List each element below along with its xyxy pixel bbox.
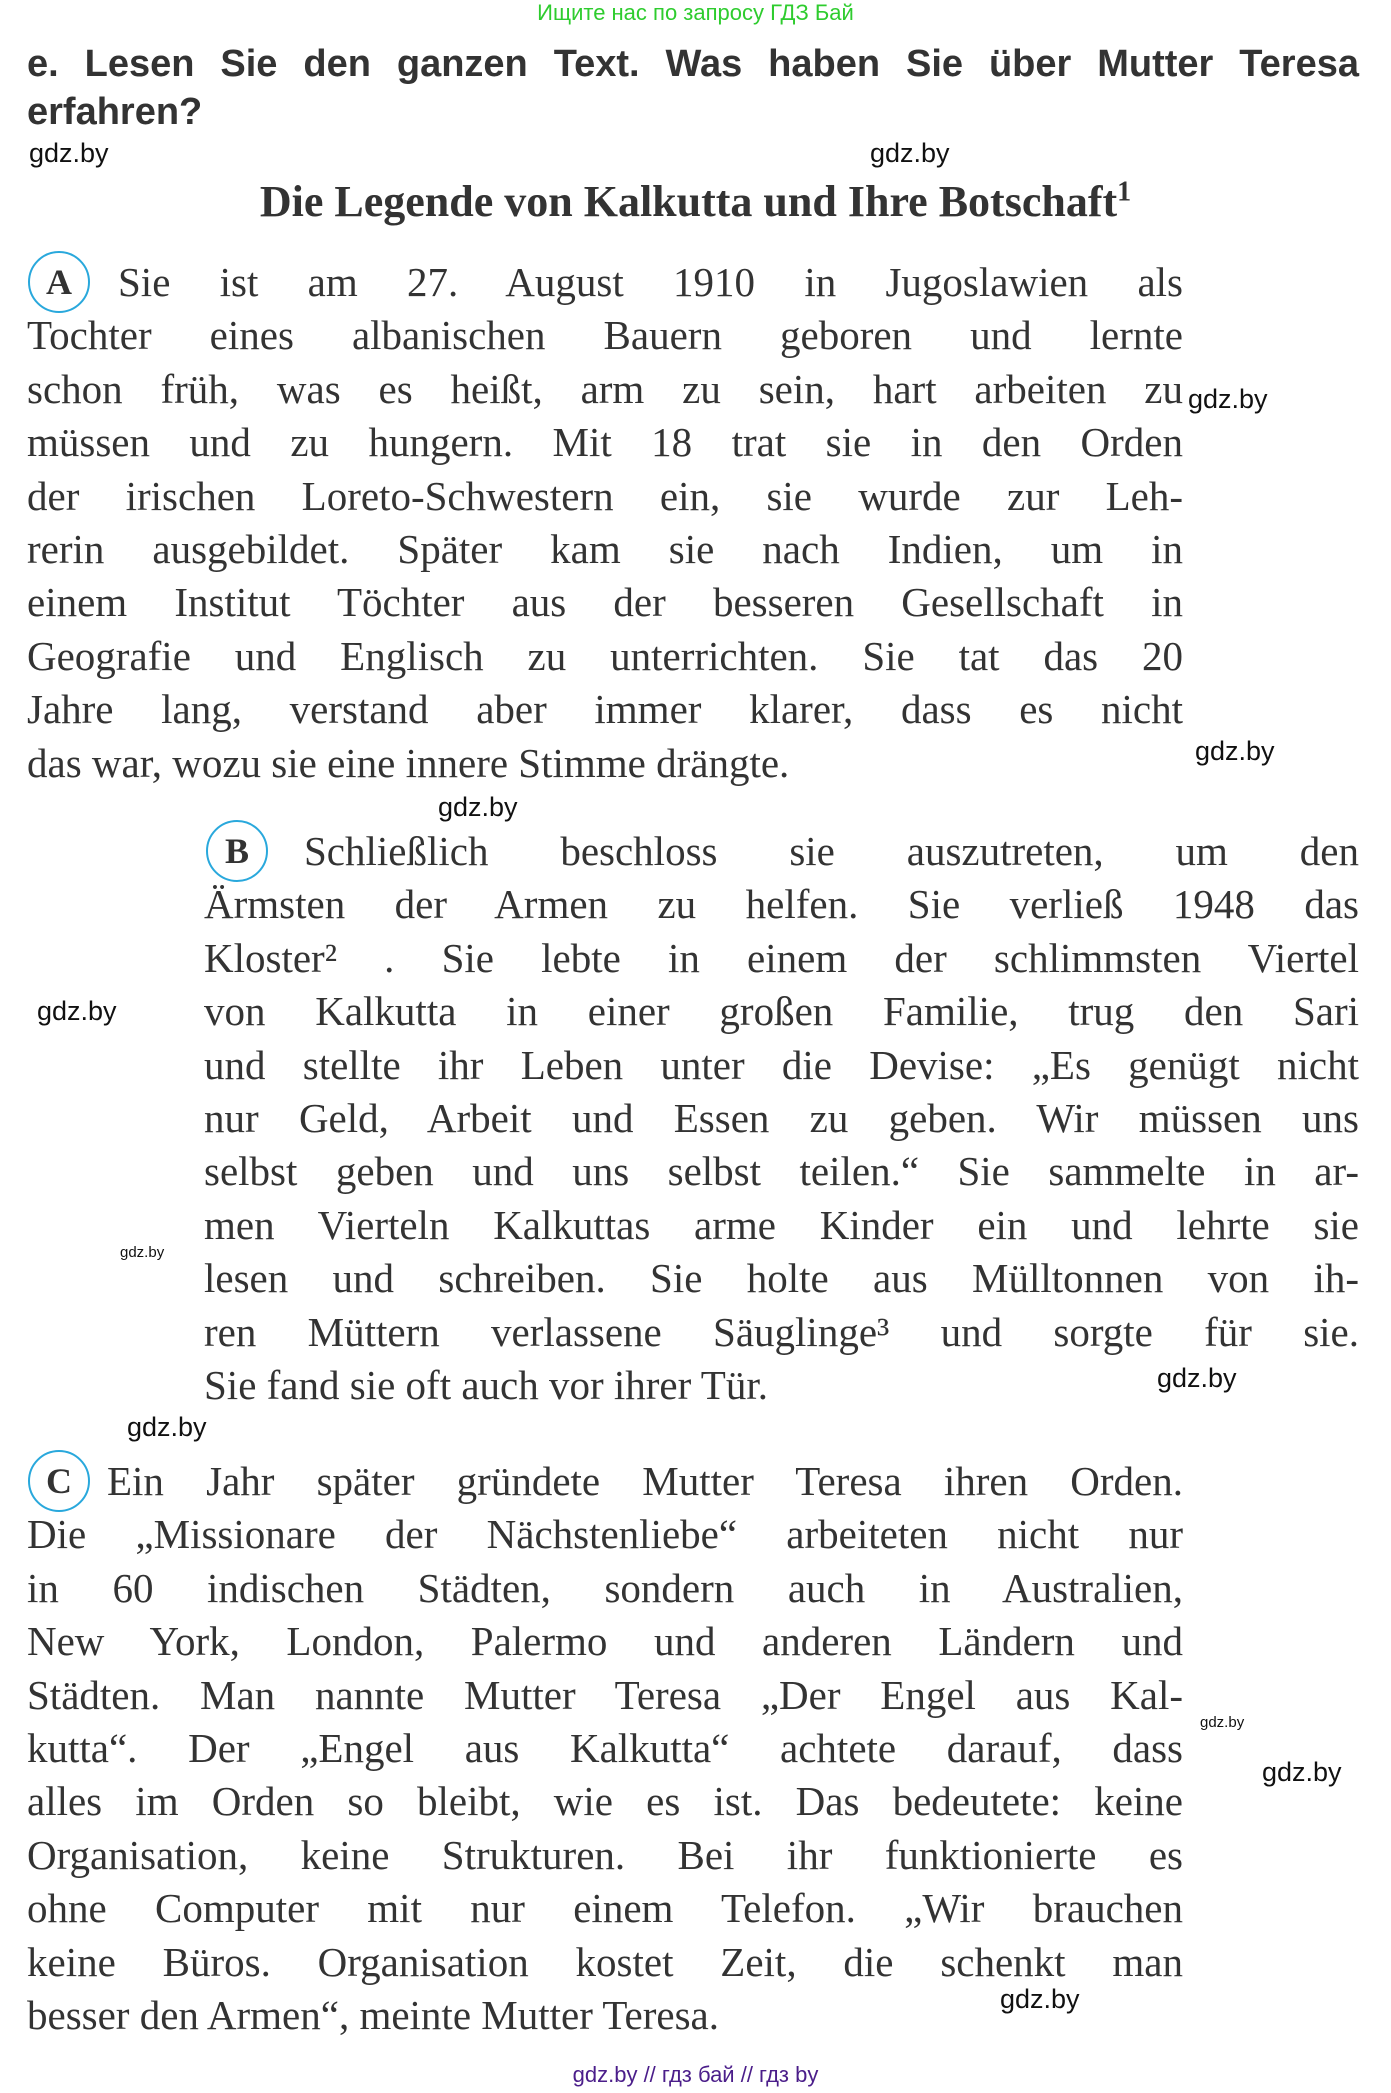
footer-links: gdz.by // гдз бай // гдз by	[572, 2062, 819, 2087]
paragraph-c-line: besser den Armen“, meinte Mutter Teresa.	[27, 1992, 719, 2038]
paragraph-c-line: kutta“. Der „Engel aus Kalkutta“ achtete darauf, dass	[27, 1725, 1183, 1771]
paragraph-a-line: der irischen Loreto-Schwestern ein, sie wurde zur Leh-	[27, 472, 1183, 519]
paragraph-c-line: in 60 indischen Städten, sondern auch in Australien,	[27, 1564, 1183, 1611]
paragraph-a-line: Jahre lang, verstand aber immer klarer, dass es nicht	[27, 686, 1183, 733]
watermark: gdz.by	[870, 138, 950, 168]
watermark: gdz.by	[37, 996, 117, 1026]
paragraph-a-line: rerin ausgebildet. Später kam sie nach Indien, um in	[27, 526, 1183, 572]
watermark: gdz.by	[438, 792, 518, 822]
paragraph-c-line: Ein Jahr später gründete Mutter Teresa ihren Orden.	[107, 1458, 1183, 1504]
paragraph-b-line: nur Geld, Arbeit und Essen zu geben. Wir müssen uns	[204, 1095, 1359, 1141]
paragraph-a-line: müssen und zu hungern. Mit 18 trat sie in den Orden	[27, 419, 1183, 466]
paragraph-a-line: schon früh, was es heißt, arm zu sein, hart arbeiten zu	[27, 365, 1183, 412]
paragraph-c-line: alles im Orden so bleibt, wie es ist. Das bedeutete: keine	[27, 1778, 1183, 1825]
paragraph-a-line: Geografie und Englisch zu unterrichten. Sie tat das 20	[27, 632, 1183, 679]
title-text: Die Legende von Kalkutta und Ihre Botschaft	[259, 177, 1118, 226]
watermark: gdz.by	[1188, 384, 1268, 414]
watermark: gdz.by	[1000, 1984, 1080, 2014]
watermark: gdz.by	[29, 138, 109, 168]
page-title	[0, 176, 1391, 227]
watermark: gdz.by	[1195, 736, 1275, 766]
watermark: gdz.by	[1157, 1363, 1237, 1393]
paragraph-b-line: Kloster² . Sie lebte in einem der schlimmsten Viertel	[204, 934, 1359, 981]
title-footnote: 1	[1117, 176, 1132, 208]
paragraph-a-line: Tochter eines albanischen Bauern geboren und lernte	[27, 312, 1183, 359]
paragraph-b-line: ren Müttern verlassene Säuglinge³ und sorgte für sie.	[204, 1308, 1359, 1355]
paragraph-c-line: Die „Missionare der Nächstenliebe“ arbeiteten nicht nur	[27, 1511, 1183, 1558]
task-instruction: e. Lesen Sie den ganzen Text. Was haben Sie über Mutter Teresa erfahren?	[27, 43, 1359, 133]
paragraph-b-line: Sie fand sie oft auch vor ihrer Tür.	[204, 1362, 768, 1408]
paragraph-c-line: Organisation, keine Strukturen. Bei ihr funktionierte es	[27, 1831, 1183, 1878]
paragraph-b-line: lesen und schreiben. Sie holte aus Mülltonnen von ih-	[204, 1255, 1359, 1302]
paragraph-b-line: und stellte ihr Leben unter die Devise: „Es genügt nicht	[204, 1041, 1359, 1088]
paragraph-badge-b: B	[206, 820, 268, 882]
paragraph-c-line: ohne Computer mit nur einem Telefon. „Wir brauchen	[27, 1885, 1183, 1932]
watermark: gdz.by	[1262, 1757, 1342, 1787]
watermark: gdz.by	[120, 1244, 165, 1261]
paragraph-b-line: selbst geben und uns selbst teilen.“ Sie sammelte in ar-	[204, 1148, 1359, 1195]
paragraph-c-line: keine Büros. Organisation kostet Zeit, die schenkt man	[27, 1938, 1183, 1985]
search-banner: Ищите нас по запросу ГДЗ Бай	[537, 0, 854, 25]
paragraph-badge-a: A	[28, 251, 90, 313]
watermark: gdz.by	[1200, 1714, 1245, 1731]
paragraph-b-line: Schließlich beschloss sie auszutreten, um den	[304, 828, 1359, 874]
paragraph-a-line: einem Institut Töchter aus der besseren Gesellschaft in	[27, 579, 1183, 626]
paragraph-b-line: men Vierteln Kalkuttas arme Kinder ein und lehrte sie	[204, 1201, 1359, 1248]
watermark: gdz.by	[127, 1412, 207, 1442]
paragraph-b-line: von Kalkutta in einer großen Familie, trug den Sari	[204, 988, 1359, 1035]
paragraph-a-line: Sie ist am 27. August 1910 in Jugoslawien als	[118, 259, 1183, 305]
paragraph-a-line: das war, wozu sie eine innere Stimme drängte.	[27, 739, 790, 786]
paragraph-c-line: New York, London, Palermo und anderen Ländern und	[27, 1618, 1183, 1665]
paragraph-badge-c: C	[28, 1450, 90, 1512]
paragraph-b-line: Ärmsten der Armen zu helfen. Sie verließ 1948 das	[204, 881, 1359, 928]
paragraph-c-line: Städten. Man nannte Mutter Teresa „Der Engel aus Kal-	[27, 1671, 1183, 1718]
